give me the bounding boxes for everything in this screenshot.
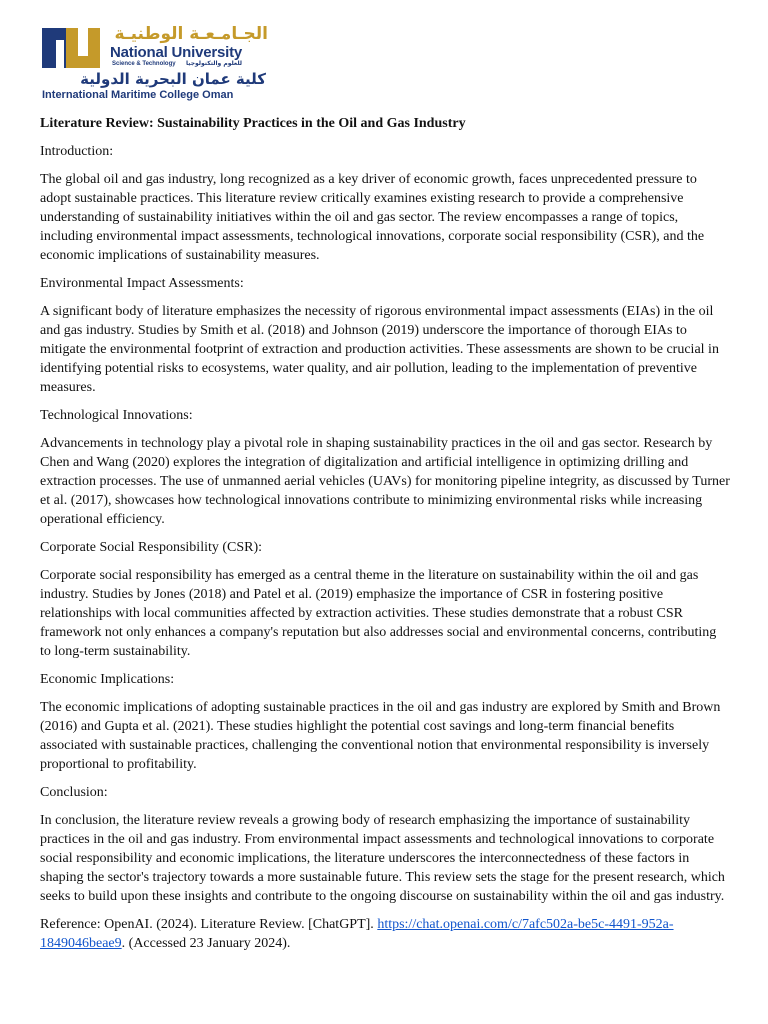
university-emblem-icon — [42, 26, 102, 70]
section-heading-introduction: Introduction: — [40, 144, 114, 159]
section-text-introduction: The global oil and gas industry, long recognized as a key driver of economic growth, faces unprecedented pressure to adopt sustainable practices. This literature review critically examines existing research to provide a comprehensive understanding of sustainability initiatives within the oil and gas sector. The review encompasses a range of topics, including environmental impact assessments, technological innovations, corporate social responsibility (CSR), and the economic implications of sustainability measures. — [40, 172, 705, 263]
college-name: International Maritime College Oman — [42, 89, 234, 101]
section-heading-environmental-impact: Environmental Impact Assessments: — [40, 276, 244, 291]
reference-suffix: . (Accessed 23 January 2024). — [121, 936, 291, 951]
university-name-arabic: الجـامـعـة الوطنيـة — [114, 24, 268, 44]
university-tagline: Science & Technology — [112, 61, 176, 67]
reference — [40, 915, 730, 953]
college-name-arabic: كلية عمان البحرية الدولية — [80, 70, 266, 88]
section-heading-technological-innovations: Technological Innovations: — [40, 408, 193, 423]
section-heading-conclusion: Conclusion: — [40, 785, 108, 800]
section-heading-economic-implications: Economic Implications: — [40, 672, 175, 687]
university-name: National University — [110, 44, 243, 61]
section-heading-csr: Corporate Social Responsibility (CSR): — [40, 540, 263, 555]
section-text-csr: Corporate social responsibility has emerged as a central theme in the literature on sustainability within the oil and gas industry. Studies by Jones (2018) and Patel et al. (2019) emphasize the importance of CSR in fostering positive relationships with local communities affected by extraction activities. These studies demonstrate that a robust CSR framework not only enhances a company's reputation but also addresses social and environmental concerns, contributing to long-term sustainability. — [40, 568, 717, 659]
section-text-environmental-impact: A significant body of literature emphasizes the necessity of rigorous environmental impact assessments (EIAs) in the oil and gas industry. Studies by Smith et al. (2018) and Johnson (2019) underscore the importance of thorough EIAs to mitigate the environmental footprint of extraction and production activities. These assessments are shown to be crucial in identifying potential risks to ecosystems, water quality, and air pollution, leading to the implementation of preventive measures. — [40, 304, 719, 395]
section-text-conclusion: In conclusion, the literature review reveals a growing body of research emphasizing the importance of sustainability practices in the oil and gas industry. From environmental impact assessments and technological innovations to corporate social responsibility and economic implications, the literature underscores the interconnectedness of these factors in shaping the sector's trajectory towards a more sustainable future. This review sets the stage for the present research, which seeks to build upon these insights and contribute to the ongoing discourse on sustainability within the oil and gas industry. — [40, 813, 725, 904]
document-body — [40, 114, 730, 962]
reference-link[interactable]: https://chat.openai.com/c/7afc502a-be5c-4491-952a-1849046beae9 — [40, 917, 674, 951]
university-tagline-arabic: للعلوم والتكنولوجيا — [186, 60, 243, 67]
university-logo — [40, 24, 272, 104]
document-title: Literature Review: Sustainability Practices in the Oil and Gas Industry — [40, 116, 466, 131]
section-text-technological-innovations: Advancements in technology play a pivotal role in shaping sustainability practices in the oil and gas sector. Research by Chen and Wang (2020) explores the integration of digitalization and artificial intelligence in optimizing drilling and extraction processes. The use of unmanned aerial vehicles (UAVs) for monitoring pipeline integrity, as discussed by Turner et al. (2017), showcases how technological innovations contribute to minimizing environmental risks while increasing operational efficiency. — [40, 436, 730, 527]
reference-prefix: Reference: OpenAI. (2024). Literature Review. [ChatGPT]. — [40, 917, 378, 932]
section-text-economic-implications: The economic implications of adopting sustainable practices in the oil and gas industry are explored by Smith and Brown (2016) and Gupta et al. (2021). These studies highlight the potential cost savings and long-term financial benefits associated with sustainable practices, challenging the conventional notion that environmental responsibility is inversely proportional to profitability. — [40, 700, 721, 772]
